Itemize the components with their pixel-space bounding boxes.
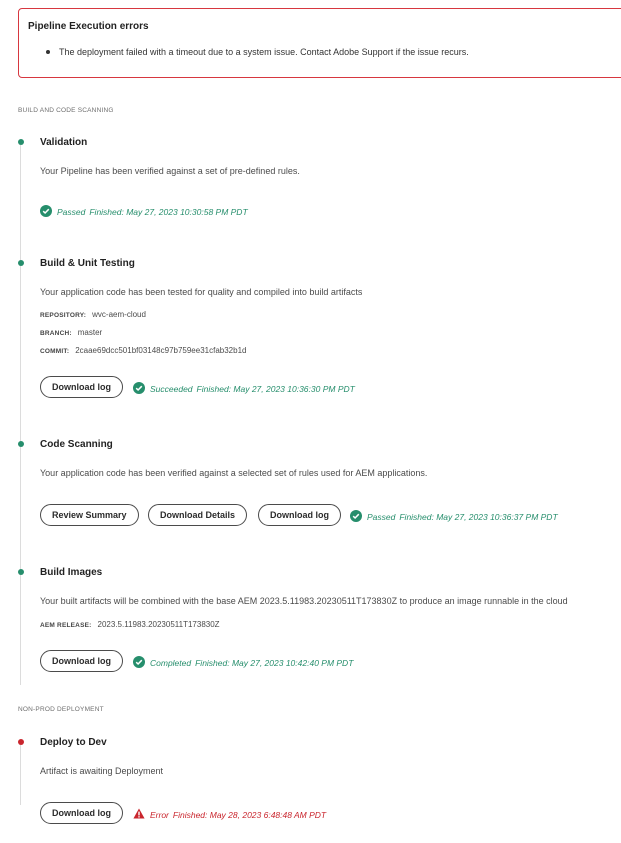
commit-value: 2caae69dcc501bf03148c97b759ee31cfab32b1d bbox=[75, 346, 247, 355]
step-status bbox=[40, 205, 248, 219]
download-details-button[interactable]: Download Details bbox=[148, 504, 247, 526]
step-title-deploy-to-dev: Deploy to Dev bbox=[40, 737, 107, 748]
status-label: Succeeded bbox=[150, 384, 193, 394]
download-log-button[interactable]: Download log bbox=[40, 376, 123, 398]
step-status bbox=[133, 808, 326, 821]
repository-value: wvc-aem-cloud bbox=[92, 310, 146, 319]
finished-time: Finished: May 27, 2023 10:36:37 PM PDT bbox=[399, 512, 558, 522]
commit-field bbox=[40, 346, 246, 355]
review-summary-button[interactable]: Review Summary bbox=[40, 504, 139, 526]
aem-release-field bbox=[40, 620, 220, 629]
aem-release-label: AEM RELEASE: bbox=[40, 622, 92, 629]
commit-label: COMMIT: bbox=[40, 348, 70, 355]
step-title-code-scanning: Code Scanning bbox=[40, 439, 113, 450]
timeline-line bbox=[20, 145, 21, 685]
check-circle-icon bbox=[40, 205, 52, 219]
branch-field bbox=[40, 328, 102, 337]
pipeline-error-banner bbox=[18, 8, 621, 78]
error-banner-title: Pipeline Execution errors bbox=[28, 21, 149, 32]
finished-time: Finished: May 27, 2023 10:42:40 PM PDT bbox=[195, 658, 354, 668]
download-log-button[interactable]: Download log bbox=[40, 802, 123, 824]
bullet-icon bbox=[46, 50, 50, 54]
repository-label: REPOSITORY: bbox=[40, 312, 87, 319]
check-circle-icon bbox=[133, 656, 145, 670]
status-label: Passed bbox=[57, 207, 86, 217]
section-label-deploy: NON-PROD DEPLOYMENT bbox=[18, 706, 104, 713]
step-description: Your application code has been tested for quality and compiled into build artifacts bbox=[40, 287, 363, 297]
step-description: Your application code has been verified against a selected set of rules used for AEM applications. bbox=[40, 468, 428, 478]
step-description: Your Pipeline has been verified against a set of pre-defined rules. bbox=[40, 166, 300, 176]
step-title-build-images: Build Images bbox=[40, 567, 103, 578]
check-circle-icon bbox=[350, 510, 362, 524]
timeline-line bbox=[20, 745, 21, 805]
step-title-build-unit-testing: Build & Unit Testing bbox=[40, 258, 135, 269]
step-description: Artifact is awaiting Deployment bbox=[40, 766, 164, 776]
step-status bbox=[133, 656, 353, 670]
step-status-dot bbox=[18, 569, 24, 575]
repository-field bbox=[40, 310, 146, 319]
finished-time: Finished: May 28, 2023 6:48:48 AM PDT bbox=[172, 809, 327, 820]
error-message: The deployment failed with a timeout due to a system issue. Contact Adobe Support if the issue recurs. bbox=[59, 47, 469, 57]
status-label: Passed bbox=[367, 512, 396, 522]
download-log-button[interactable]: Download log bbox=[40, 650, 123, 672]
check-circle-icon bbox=[133, 382, 145, 396]
step-status bbox=[133, 382, 355, 396]
step-title-validation: Validation bbox=[40, 137, 88, 148]
step-status-dot bbox=[18, 260, 24, 266]
step-status bbox=[350, 510, 558, 524]
status-label: Completed bbox=[150, 658, 192, 668]
download-log-button[interactable]: Download log bbox=[258, 504, 341, 526]
step-status-dot bbox=[18, 441, 24, 447]
step-status-dot bbox=[18, 139, 24, 145]
step-description: Your built artifacts will be combined with the base AEM 2023.5.11983.20230511T173830Z to produce an image runnable in the cloud bbox=[40, 596, 568, 606]
finished-time: Finished: May 27, 2023 10:30:58 PM PDT bbox=[89, 207, 248, 217]
alert-triangle-icon bbox=[133, 808, 145, 821]
aem-release-value: 2023.5.11983.20230511T173830Z bbox=[97, 620, 220, 629]
branch-value: master bbox=[77, 328, 103, 337]
step-status-dot bbox=[18, 739, 24, 745]
branch-label: BRANCH: bbox=[40, 330, 72, 337]
finished-time: Finished: May 27, 2023 10:36:30 PM PDT bbox=[196, 384, 355, 394]
status-label: Error bbox=[150, 809, 169, 820]
section-label-build: BUILD AND CODE SCANNING bbox=[18, 107, 114, 114]
